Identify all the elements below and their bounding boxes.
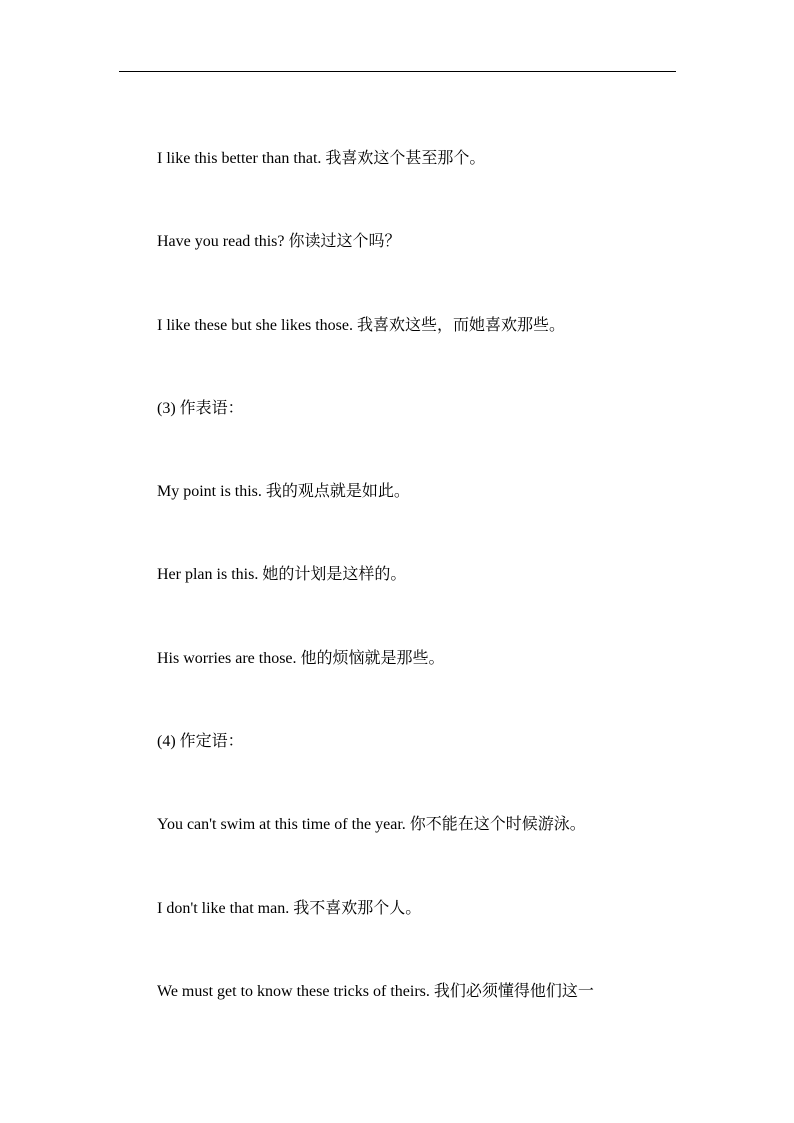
line-text: My point is this. 我的观点就是如此。 xyxy=(157,483,410,501)
line-text: His worries are those. 他的烦恼就是那些。 xyxy=(157,649,445,667)
section-heading xyxy=(157,396,687,479)
line-text: We must get to know these tricks of theirs. 我们必须懂得他们这一 xyxy=(157,982,594,1000)
example-sentence xyxy=(157,646,687,729)
example-sentence xyxy=(157,896,687,979)
line-text: I like these but she likes those. 我喜欢这些，而她喜欢那些。 xyxy=(157,316,565,334)
line-text: (4) 作定语： xyxy=(157,733,244,751)
example-sentence xyxy=(157,479,687,562)
line-text: (3) 作表语： xyxy=(157,399,244,417)
line-text: You can't swim at this time of the year. 你不能在这个时候游泳。 xyxy=(157,816,586,834)
section-heading xyxy=(157,729,687,812)
document-body xyxy=(157,146,687,1062)
example-sentence xyxy=(157,979,687,1062)
header-rule xyxy=(119,71,676,72)
line-text: I don't like that man. 我不喜欢那个人。 xyxy=(157,899,422,917)
example-sentence xyxy=(157,313,687,396)
example-sentence xyxy=(157,229,687,312)
example-sentence xyxy=(157,562,687,645)
example-sentence xyxy=(157,812,687,895)
line-text: Her plan is this. 她的计划是这样的。 xyxy=(157,566,407,584)
line-text: Have you read this? 你读过这个吗？ xyxy=(157,233,401,251)
line-text: I like this better than that. 我喜欢这个甚至那个。 xyxy=(157,150,486,167)
example-sentence xyxy=(157,146,687,229)
